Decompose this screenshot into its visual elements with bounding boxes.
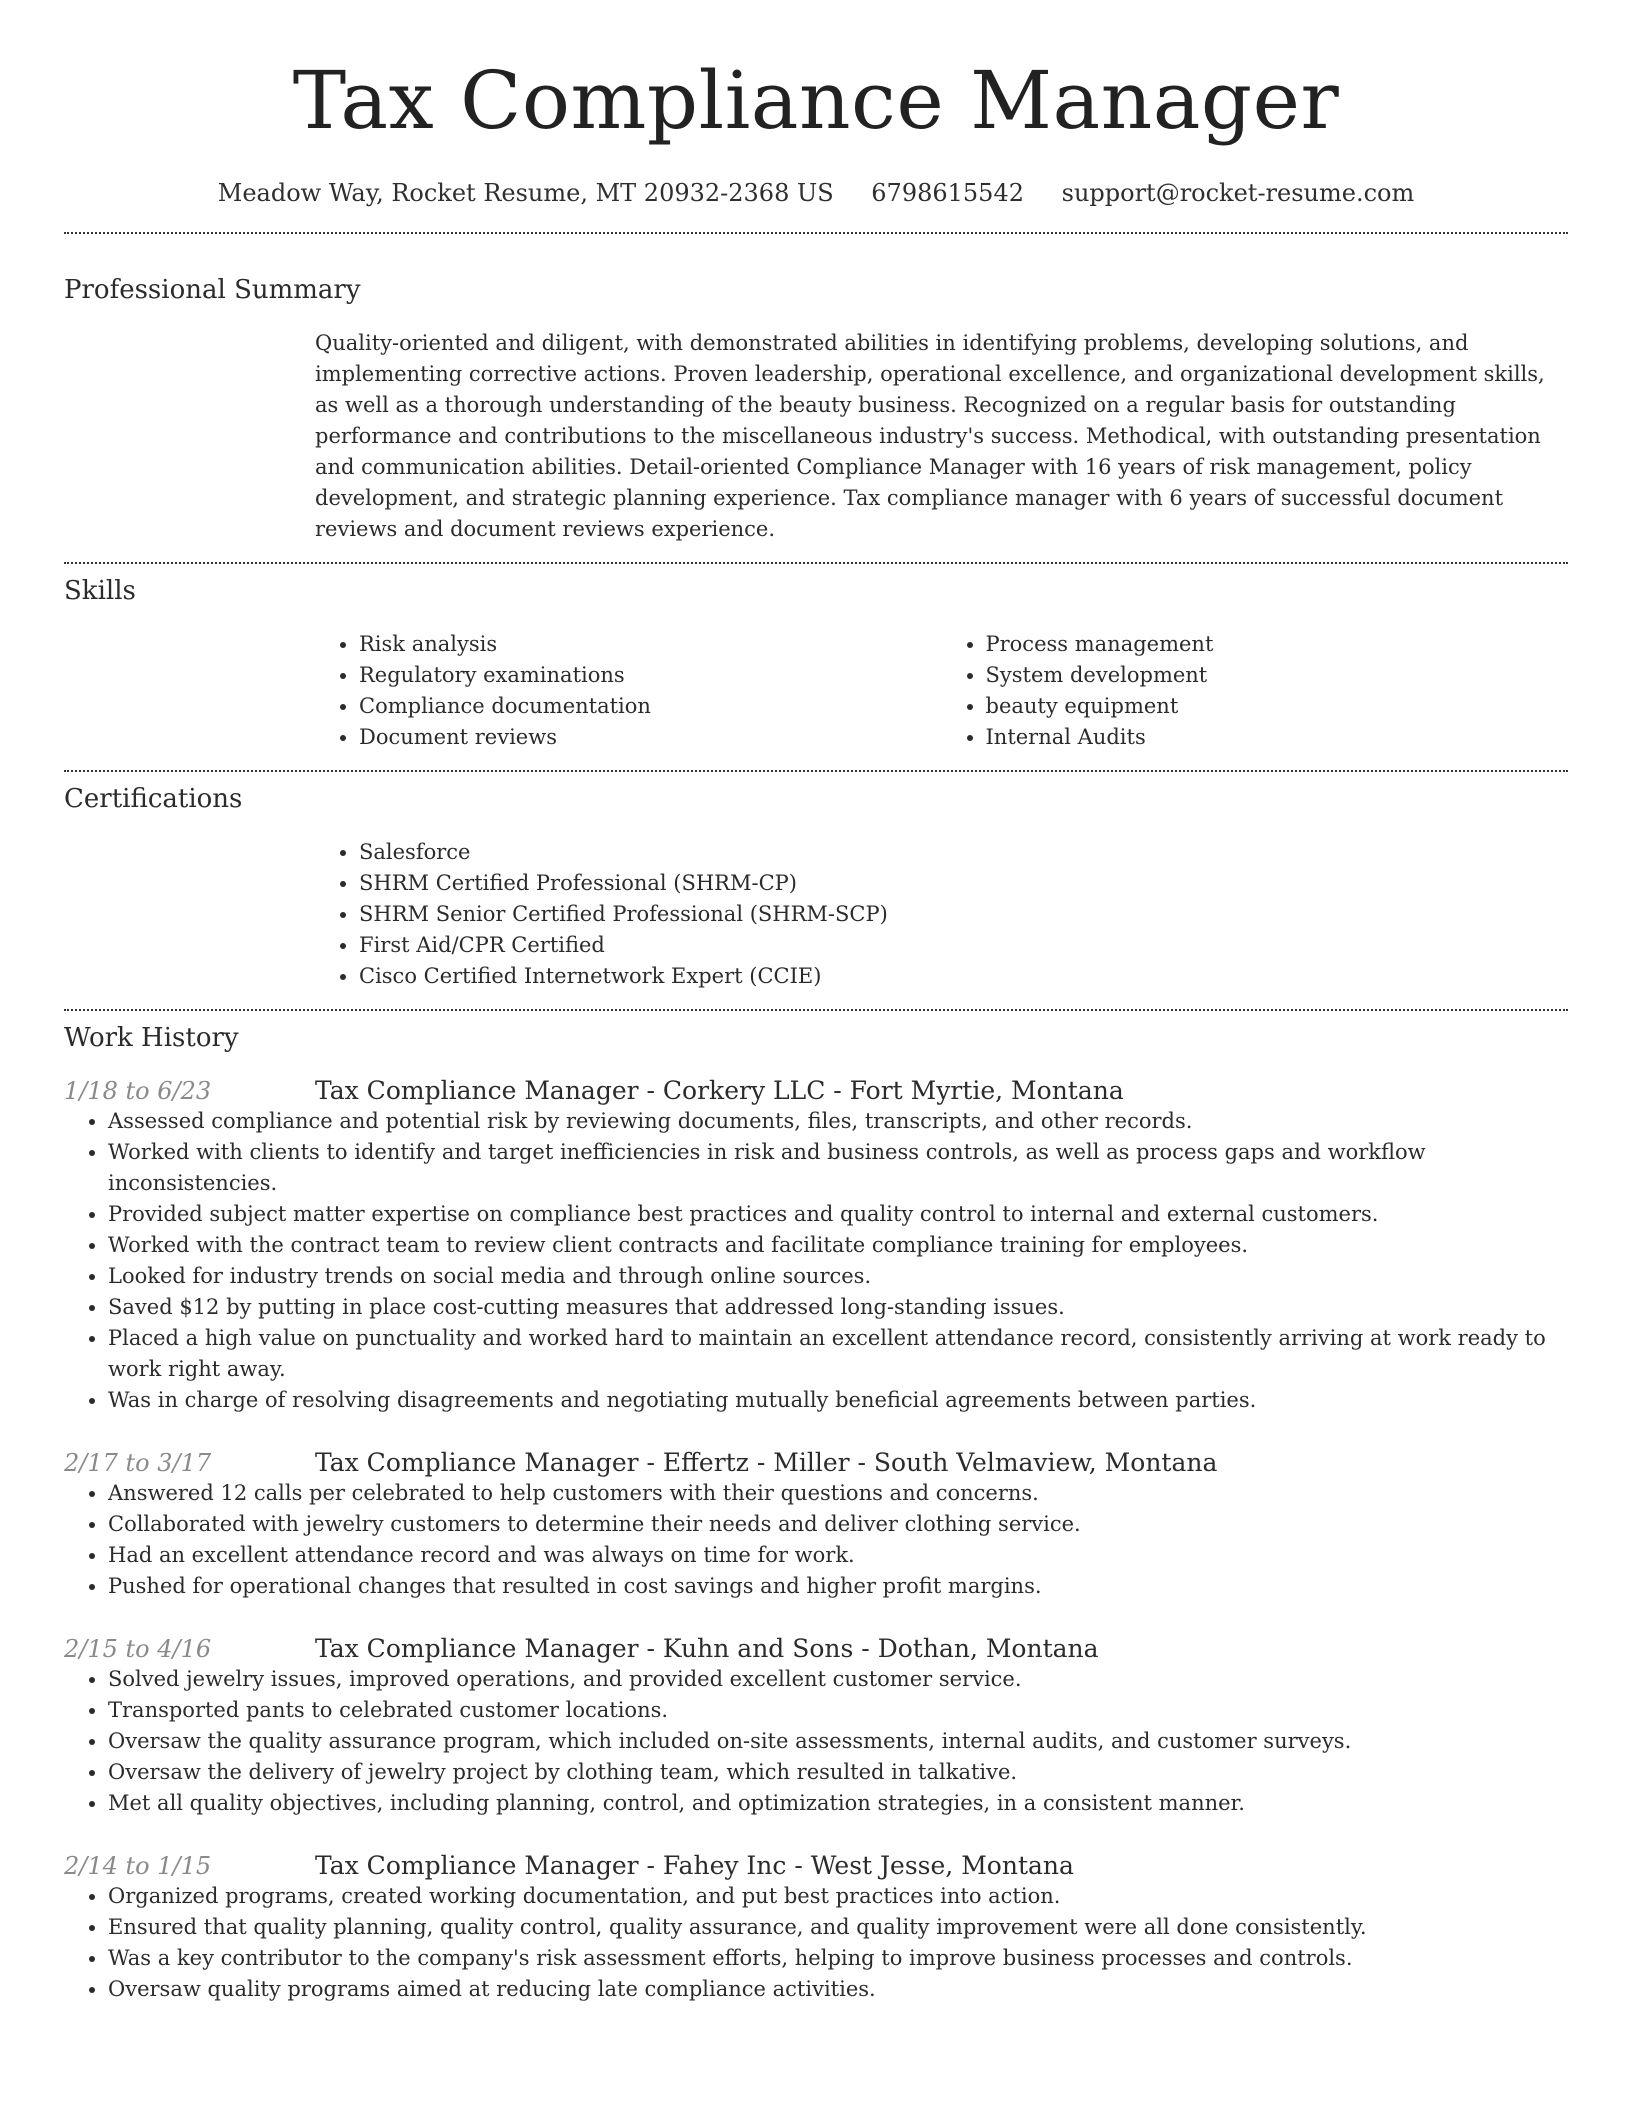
job-entry bbox=[64, 1634, 1568, 1819]
section-divider bbox=[64, 770, 1568, 772]
job-bullet: • Collaborated with jewelry customers to determine their needs and deliver clothing service. bbox=[108, 1509, 1568, 1540]
work-history-title: Work History bbox=[64, 1023, 239, 1053]
certifications-body bbox=[315, 837, 1568, 992]
job-bullet: • Solved jewelry issues, improved operations, and provided excellent customer service. bbox=[108, 1664, 1568, 1695]
job-bullet: • Met all quality objectives, including planning, control, and optimization strategies, in a consistent manner. bbox=[108, 1788, 1568, 1819]
job-bullet: • Ensured that quality planning, quality control, quality assurance, and quality improvement were all done consistently. bbox=[108, 1912, 1568, 1943]
summary-title: Professional Summary bbox=[64, 275, 361, 305]
job-date: 2/15 to 4/16 bbox=[64, 1635, 212, 1663]
job-entry bbox=[64, 1448, 1568, 1602]
summary-body bbox=[315, 328, 1568, 545]
skill-item: • Regulatory examinations bbox=[359, 660, 942, 691]
job-bullet-list bbox=[64, 1881, 1568, 2005]
job-date: 1/18 to 6/23 bbox=[64, 1077, 212, 1105]
certification-item: • Cisco Certified Internetwork Expert (CCIE) bbox=[359, 961, 1568, 992]
job-title: Tax Compliance Manager - Kuhn and Sons - Dothan, Montana bbox=[315, 1634, 1099, 1663]
job-bullet: • Pushed for operational changes that resulted in cost savings and higher profit margins. bbox=[108, 1571, 1568, 1602]
skill-item: • Compliance documentation bbox=[359, 691, 942, 722]
job-bullet-list bbox=[64, 1478, 1568, 1602]
job-bullet: • Provided subject matter expertise on compliance best practices and quality control to internal and external customers. bbox=[108, 1199, 1568, 1230]
job-bullet: • Organized programs, created working documentation, and put best practices into action. bbox=[108, 1881, 1568, 1912]
certification-item: • Salesforce bbox=[359, 837, 1568, 868]
job-bullet: • Saved $12 by putting in place cost-cutting measures that addressed long-standing issues. bbox=[108, 1292, 1568, 1323]
candidate-name: Tax Compliance Manager bbox=[292, 54, 1340, 147]
skill-item: • Process management bbox=[986, 629, 1569, 660]
contact-line bbox=[64, 178, 1568, 208]
certification-item: • First Aid/CPR Certified bbox=[359, 930, 1568, 961]
job-bullet: • Worked with clients to identify and target inefficiencies in risk and business controls, as well as process gaps and workflow inconsistencies. bbox=[108, 1137, 1568, 1199]
skills-title: Skills bbox=[64, 576, 136, 606]
section-divider bbox=[64, 232, 1568, 234]
certifications-title: Certifications bbox=[64, 784, 243, 814]
job-bullet: • Oversaw quality programs aimed at reducing late compliance activities. bbox=[108, 1974, 1568, 2005]
certifications-list bbox=[315, 837, 1568, 992]
skills-list-left bbox=[315, 629, 942, 753]
job-bullet: • Had an excellent attendance record and was always on time for work. bbox=[108, 1540, 1568, 1571]
jobs-container bbox=[64, 1076, 1568, 2005]
job-date: 2/17 to 3/17 bbox=[64, 1449, 212, 1477]
job-bullet: • Answered 12 calls per celebrated to help customers with their questions and concerns. bbox=[108, 1478, 1568, 1509]
job-title: Tax Compliance Manager - Effertz - Miller - South Velmaview, Montana bbox=[315, 1448, 1218, 1477]
job-bullet: • Looked for industry trends on social media and through online sources. bbox=[108, 1261, 1568, 1292]
job-bullet: • Worked with the contract team to review client contracts and facilitate compliance training for employees. bbox=[108, 1230, 1568, 1261]
job-bullet-list bbox=[64, 1106, 1568, 1416]
job-title: Tax Compliance Manager - Fahey Inc - West Jesse, Montana bbox=[315, 1851, 1074, 1880]
job-bullet: • Oversaw the quality assurance program, which included on-site assessments, internal audits, and customer surveys. bbox=[108, 1726, 1568, 1757]
job-bullet: • Oversaw the delivery of jewelry project by clothing team, which resulted in talkative. bbox=[108, 1757, 1568, 1788]
skill-item: • Internal Audits bbox=[986, 722, 1569, 753]
skills-list-right bbox=[942, 629, 1569, 753]
skills-section bbox=[64, 575, 1568, 753]
job-entry bbox=[64, 1076, 1568, 1416]
job-bullet: • Was a key contributor to the company's risk assessment efforts, helping to improve business processes and controls. bbox=[108, 1943, 1568, 1974]
job-bullet-list bbox=[64, 1664, 1568, 1819]
job-bullet: • Assessed compliance and potential risk by reviewing documents, files, transcripts, and other records. bbox=[108, 1106, 1568, 1137]
job-title: Tax Compliance Manager - Corkery LLC - Fort Myrtie, Montana bbox=[315, 1076, 1124, 1105]
contact-email: support@rocket-resume.com bbox=[1061, 179, 1415, 207]
job-bullet: • Was in charge of resolving disagreements and negotiating mutually beneficial agreements between parties. bbox=[108, 1385, 1568, 1416]
skill-item: • Risk analysis bbox=[359, 629, 942, 660]
summary-text: Quality-oriented and diligent, with demonstrated abilities in identifying problems, developing solutions, and implementing corrective actions. Proven leadership, operational excellence, and organizational development skills, as well as a thorough understanding of the beauty business. Recognized on a regular basis for outstanding performance and contributions to the miscellaneous industry's success. Methodical, with outstanding presentation and communication abilities. Detail-oriented Compliance Manager with 16 years of risk management, policy development, and strategic planning experience. Tax compliance manager with 6 years of successful document reviews and document reviews experience. bbox=[315, 331, 1545, 541]
skills-grid bbox=[315, 629, 1568, 753]
contact-address: Meadow Way, Rocket Resume, MT 20932-2368 US bbox=[217, 179, 834, 207]
certification-item: • SHRM Senior Certified Professional (SHRM-SCP) bbox=[359, 899, 1568, 930]
job-bullet: • Transported pants to celebrated customer locations. bbox=[108, 1695, 1568, 1726]
skill-item: • Document reviews bbox=[359, 722, 942, 753]
section-divider bbox=[64, 1009, 1568, 1011]
job-date: 2/14 to 1/15 bbox=[64, 1852, 212, 1880]
section-divider bbox=[64, 562, 1568, 564]
work-history-section bbox=[64, 1022, 1568, 2005]
contact-phone: 6798615542 bbox=[871, 179, 1024, 207]
skill-item: • beauty equipment bbox=[986, 691, 1569, 722]
certifications-section bbox=[64, 783, 1568, 992]
skill-item: • System development bbox=[986, 660, 1569, 691]
job-bullet: • Placed a high value on punctuality and worked hard to maintain an excellent attendance record, consistently arriving at work ready to work right away. bbox=[108, 1323, 1568, 1385]
certification-item: • SHRM Certified Professional (SHRM-CP) bbox=[359, 868, 1568, 899]
resume-page bbox=[64, 0, 1568, 2005]
summary-section bbox=[64, 274, 1568, 545]
job-entry bbox=[64, 1851, 1568, 2005]
